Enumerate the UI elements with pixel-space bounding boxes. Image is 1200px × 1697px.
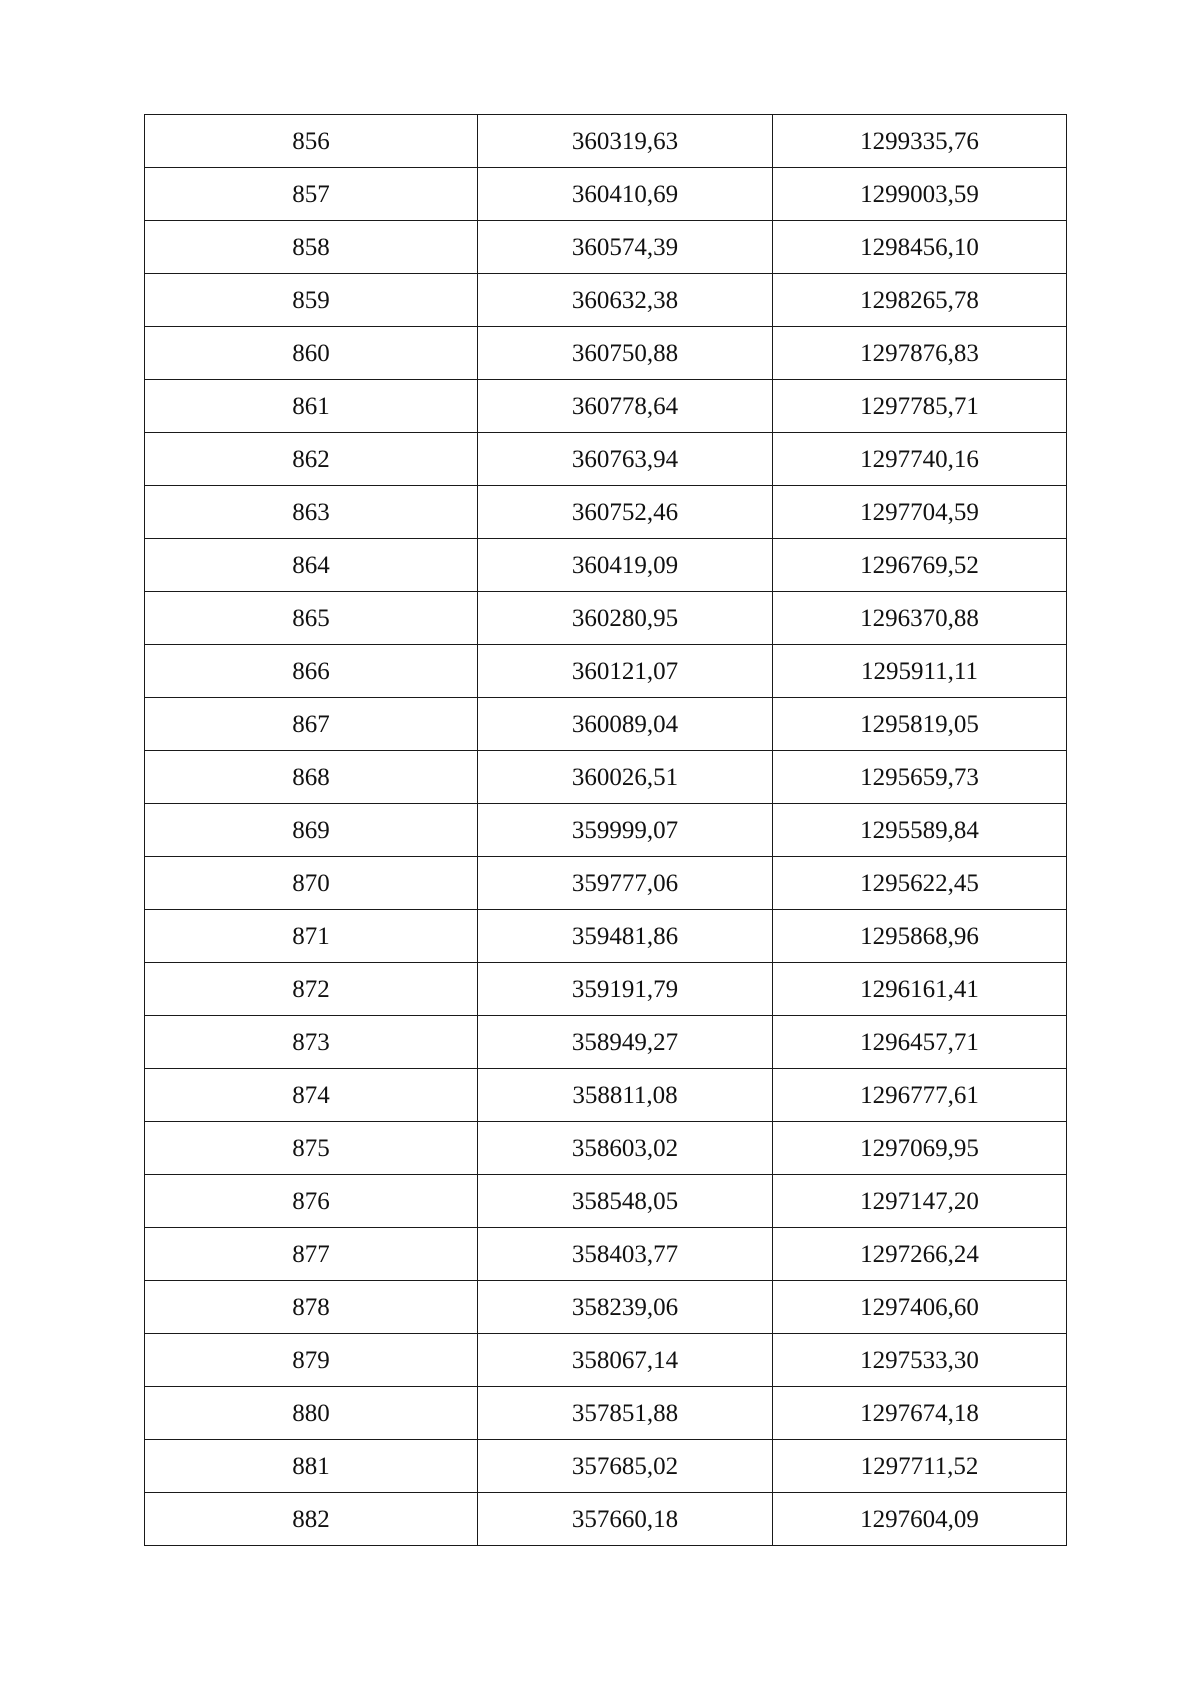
point-number-cell: 860	[145, 327, 478, 380]
y-coordinate-cell: 1297704,59	[773, 486, 1067, 539]
table-row	[145, 1334, 1067, 1387]
table-row	[145, 1228, 1067, 1281]
y-coordinate-cell: 1296769,52	[773, 539, 1067, 592]
point-number-cell: 866	[145, 645, 478, 698]
y-coordinate-cell: 1295819,05	[773, 698, 1067, 751]
point-number-cell: 878	[145, 1281, 478, 1334]
x-coordinate-cell: 358811,08	[478, 1069, 773, 1122]
point-number-cell: 874	[145, 1069, 478, 1122]
y-coordinate-cell: 1295868,96	[773, 910, 1067, 963]
x-coordinate-cell: 360778,64	[478, 380, 773, 433]
x-coordinate-cell: 357685,02	[478, 1440, 773, 1493]
x-coordinate-cell: 358067,14	[478, 1334, 773, 1387]
table-row	[145, 804, 1067, 857]
y-coordinate-cell: 1297406,60	[773, 1281, 1067, 1334]
x-coordinate-cell: 360763,94	[478, 433, 773, 486]
point-number-cell: 863	[145, 486, 478, 539]
x-coordinate-cell: 360280,95	[478, 592, 773, 645]
table-row	[145, 539, 1067, 592]
y-coordinate-cell: 1296457,71	[773, 1016, 1067, 1069]
table-row	[145, 327, 1067, 380]
y-coordinate-cell: 1299335,76	[773, 115, 1067, 168]
y-coordinate-cell: 1296370,88	[773, 592, 1067, 645]
x-coordinate-cell: 358403,77	[478, 1228, 773, 1281]
point-number-cell: 871	[145, 910, 478, 963]
point-number-cell: 876	[145, 1175, 478, 1228]
y-coordinate-cell: 1295622,45	[773, 857, 1067, 910]
x-coordinate-cell: 360419,09	[478, 539, 773, 592]
table-row	[145, 857, 1067, 910]
table-row	[145, 1122, 1067, 1175]
y-coordinate-cell: 1298265,78	[773, 274, 1067, 327]
table-row	[145, 910, 1067, 963]
x-coordinate-cell: 360750,88	[478, 327, 773, 380]
x-coordinate-cell: 357660,18	[478, 1493, 773, 1546]
point-number-cell: 879	[145, 1334, 478, 1387]
x-coordinate-cell: 357851,88	[478, 1387, 773, 1440]
table-row	[145, 592, 1067, 645]
table-row	[145, 1175, 1067, 1228]
point-number-cell: 861	[145, 380, 478, 433]
x-coordinate-cell: 359777,06	[478, 857, 773, 910]
x-coordinate-cell: 358949,27	[478, 1016, 773, 1069]
y-coordinate-cell: 1295659,73	[773, 751, 1067, 804]
table-row	[145, 751, 1067, 804]
point-number-cell: 882	[145, 1493, 478, 1546]
y-coordinate-cell: 1299003,59	[773, 168, 1067, 221]
point-number-cell: 880	[145, 1387, 478, 1440]
table-row	[145, 698, 1067, 751]
x-coordinate-cell: 358239,06	[478, 1281, 773, 1334]
table-row	[145, 645, 1067, 698]
coordinates-table	[144, 114, 1067, 1546]
y-coordinate-cell: 1296161,41	[773, 963, 1067, 1016]
y-coordinate-cell: 1298456,10	[773, 221, 1067, 274]
y-coordinate-cell: 1297533,30	[773, 1334, 1067, 1387]
table-row	[145, 486, 1067, 539]
x-coordinate-cell: 360574,39	[478, 221, 773, 274]
x-coordinate-cell: 360410,69	[478, 168, 773, 221]
point-number-cell: 864	[145, 539, 478, 592]
point-number-cell: 867	[145, 698, 478, 751]
y-coordinate-cell: 1296777,61	[773, 1069, 1067, 1122]
table-row	[145, 221, 1067, 274]
point-number-cell: 869	[145, 804, 478, 857]
y-coordinate-cell: 1295589,84	[773, 804, 1067, 857]
table-row	[145, 1440, 1067, 1493]
x-coordinate-cell: 360752,46	[478, 486, 773, 539]
table-row	[145, 963, 1067, 1016]
point-number-cell: 859	[145, 274, 478, 327]
point-number-cell: 877	[145, 1228, 478, 1281]
y-coordinate-cell: 1297740,16	[773, 433, 1067, 486]
x-coordinate-cell: 360026,51	[478, 751, 773, 804]
y-coordinate-cell: 1297147,20	[773, 1175, 1067, 1228]
table-row	[145, 115, 1067, 168]
x-coordinate-cell: 359481,86	[478, 910, 773, 963]
table-row	[145, 274, 1067, 327]
x-coordinate-cell: 358603,02	[478, 1122, 773, 1175]
table-row	[145, 1281, 1067, 1334]
table-row	[145, 168, 1067, 221]
point-number-cell: 881	[145, 1440, 478, 1493]
point-number-cell: 868	[145, 751, 478, 804]
point-number-cell: 865	[145, 592, 478, 645]
x-coordinate-cell: 359999,07	[478, 804, 773, 857]
x-coordinate-cell: 360319,63	[478, 115, 773, 168]
point-number-cell: 873	[145, 1016, 478, 1069]
x-coordinate-cell: 360121,07	[478, 645, 773, 698]
y-coordinate-cell: 1297069,95	[773, 1122, 1067, 1175]
point-number-cell: 875	[145, 1122, 478, 1175]
y-coordinate-cell: 1297876,83	[773, 327, 1067, 380]
table-row	[145, 1069, 1067, 1122]
table-row	[145, 433, 1067, 486]
y-coordinate-cell: 1297266,24	[773, 1228, 1067, 1281]
y-coordinate-cell: 1295911,11	[773, 645, 1067, 698]
coordinates-table-body	[145, 115, 1067, 1546]
x-coordinate-cell: 360632,38	[478, 274, 773, 327]
table-row	[145, 1387, 1067, 1440]
point-number-cell: 857	[145, 168, 478, 221]
point-number-cell: 858	[145, 221, 478, 274]
x-coordinate-cell: 359191,79	[478, 963, 773, 1016]
table-row	[145, 1016, 1067, 1069]
point-number-cell: 856	[145, 115, 478, 168]
y-coordinate-cell: 1297711,52	[773, 1440, 1067, 1493]
table-row	[145, 380, 1067, 433]
y-coordinate-cell: 1297604,09	[773, 1493, 1067, 1546]
x-coordinate-cell: 360089,04	[478, 698, 773, 751]
y-coordinate-cell: 1297674,18	[773, 1387, 1067, 1440]
y-coordinate-cell: 1297785,71	[773, 380, 1067, 433]
point-number-cell: 862	[145, 433, 478, 486]
table-row	[145, 1493, 1067, 1546]
x-coordinate-cell: 358548,05	[478, 1175, 773, 1228]
point-number-cell: 872	[145, 963, 478, 1016]
point-number-cell: 870	[145, 857, 478, 910]
